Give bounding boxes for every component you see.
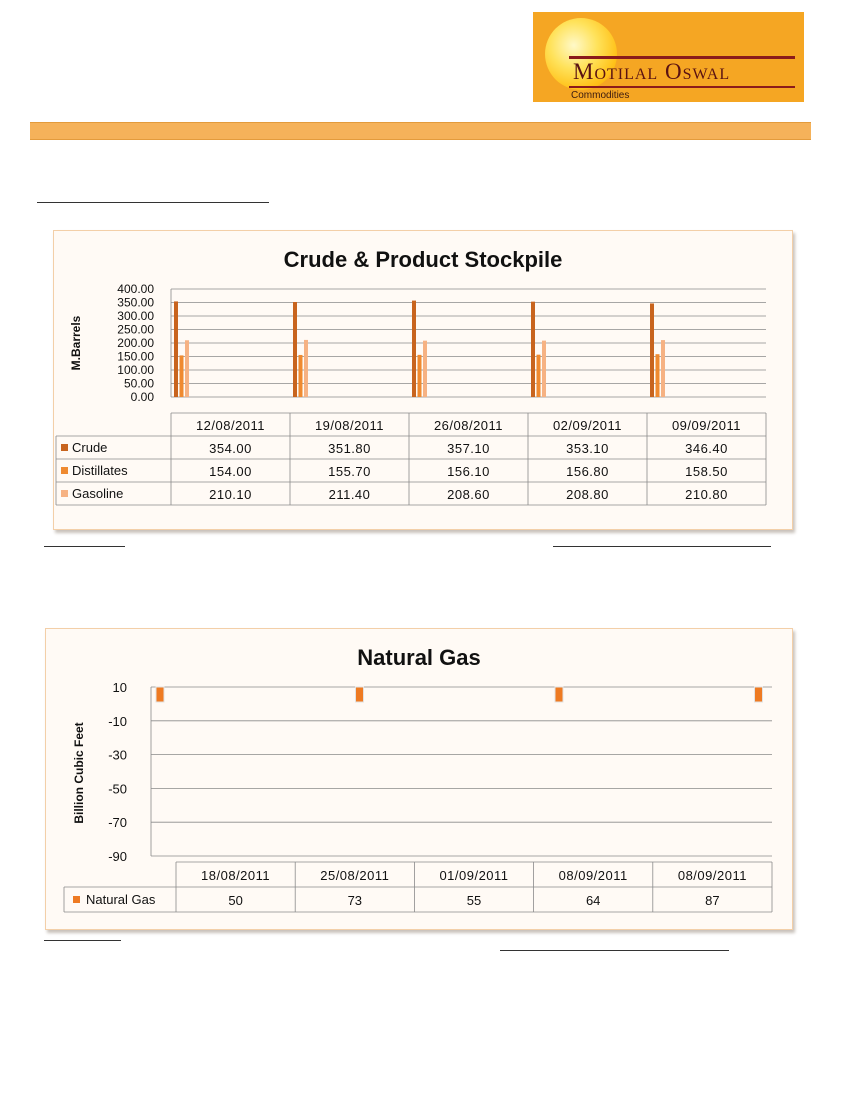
category-label: 18/08/2011 [201, 868, 271, 883]
source-rule-left-2 [44, 940, 121, 941]
bar-gasoline-0 [185, 340, 189, 397]
bar-natural-gas-1 [356, 687, 364, 702]
data-label: 357.10 [447, 441, 490, 456]
source-rule-left-1 [44, 546, 125, 547]
data-label: 210.80 [685, 487, 728, 502]
category-label: 26/08/2011 [433, 418, 504, 433]
y-axis-label: M.Barrels [69, 315, 83, 371]
crude-stockpile-svg [54, 231, 792, 529]
data-label: 154.00 [209, 464, 252, 479]
bar-natural-gas-0 [156, 687, 164, 702]
data-label: 208.80 [566, 487, 609, 502]
legend-label-natural-gas: Natural Gas [86, 892, 156, 907]
data-label: 351.80 [328, 441, 371, 456]
section-rule-1 [37, 202, 269, 203]
logo-brand-name: Motilal Oswal [573, 59, 731, 84]
bar-distillates-4 [656, 354, 660, 397]
source-rule-right-2 [500, 950, 729, 951]
y-tick-label: -30 [108, 747, 127, 763]
company-logo [533, 12, 804, 102]
data-label: 346.40 [685, 441, 728, 456]
bar-crude-3 [531, 302, 535, 397]
bar-natural-gas-2 [555, 687, 563, 702]
header-band [30, 122, 811, 140]
logo-subtitle: Commodities [571, 90, 630, 101]
bar-gasoline-1 [304, 340, 308, 397]
data-label: 156.80 [566, 464, 609, 479]
y-tick-label: 400.00 [117, 282, 154, 296]
bar-crude-1 [293, 302, 297, 397]
legend-label-distillates: Distillates [72, 463, 128, 478]
bar-gasoline-2 [423, 341, 427, 397]
chart-title: Natural Gas [357, 645, 481, 670]
legend-swatch-gasoline [61, 490, 68, 497]
data-label: 353.10 [566, 441, 609, 456]
source-rule-right-1 [553, 546, 771, 547]
data-label: 354.00 [209, 441, 252, 456]
bar-natural-gas-3 [755, 687, 763, 702]
logo-lower-line [569, 86, 795, 88]
y-tick-label: 100.00 [117, 363, 154, 377]
legend-swatch-distillates [61, 467, 68, 474]
data-label: 55 [466, 893, 482, 908]
y-tick-label: 200.00 [117, 336, 154, 350]
y-tick-label: 300.00 [117, 309, 154, 323]
legend-label-gasoline: Gasoline [72, 486, 124, 501]
category-label: 25/08/2011 [320, 868, 390, 883]
y-tick-label: -50 [108, 781, 127, 797]
bar-crude-4 [650, 303, 654, 397]
bar-distillates-1 [299, 355, 303, 397]
category-label: 08/09/2011 [558, 868, 628, 883]
bar-distillates-2 [418, 355, 422, 397]
y-tick-label: 10 [112, 680, 127, 695]
category-label: 02/09/2011 [552, 418, 623, 433]
natural-gas-chart [45, 628, 793, 930]
bar-gasoline-4 [661, 340, 665, 397]
y-tick-label: 50.00 [123, 376, 154, 391]
category-label: 12/08/2011 [195, 418, 266, 433]
legend-swatch-crude [61, 444, 68, 451]
y-tick-label: 0.00 [130, 390, 154, 404]
legend-swatch-natural-gas [73, 896, 80, 903]
y-tick-label: 250.00 [117, 322, 154, 337]
natural-gas-svg [46, 629, 792, 929]
y-tick-label: -10 [108, 713, 127, 729]
bar-crude-2 [412, 301, 416, 397]
data-label: 156.10 [447, 464, 490, 479]
data-label: 210.10 [209, 487, 252, 502]
data-label: 158.50 [685, 464, 728, 479]
y-tick-label: 350.00 [117, 295, 154, 310]
data-label: 155.70 [328, 464, 371, 479]
data-label: 208.60 [447, 487, 490, 502]
chart-title: Crude & Product Stockpile [283, 247, 563, 272]
bar-distillates-0 [180, 355, 184, 397]
y-tick-label: -70 [108, 815, 127, 831]
data-label: 50 [228, 893, 243, 908]
category-label: 01/09/2011 [439, 868, 509, 883]
crude-stockpile-chart [53, 230, 793, 530]
category-label: 08/09/2011 [677, 868, 747, 883]
bar-distillates-3 [537, 355, 541, 397]
category-label: 09/09/2011 [671, 418, 742, 433]
data-label: 211.40 [328, 487, 371, 502]
bar-crude-0 [174, 301, 178, 397]
y-axis-label: Billion Cubic Feet [72, 722, 86, 824]
data-label: 64 [585, 893, 601, 908]
y-tick-label: -90 [108, 849, 127, 864]
data-label: 87 [705, 893, 720, 908]
legend-label-crude: Crude [72, 440, 108, 455]
y-tick-label: 150.00 [117, 349, 154, 364]
category-label: 19/08/2011 [314, 418, 385, 433]
data-label: 73 [347, 893, 363, 908]
bar-gasoline-3 [542, 341, 546, 397]
